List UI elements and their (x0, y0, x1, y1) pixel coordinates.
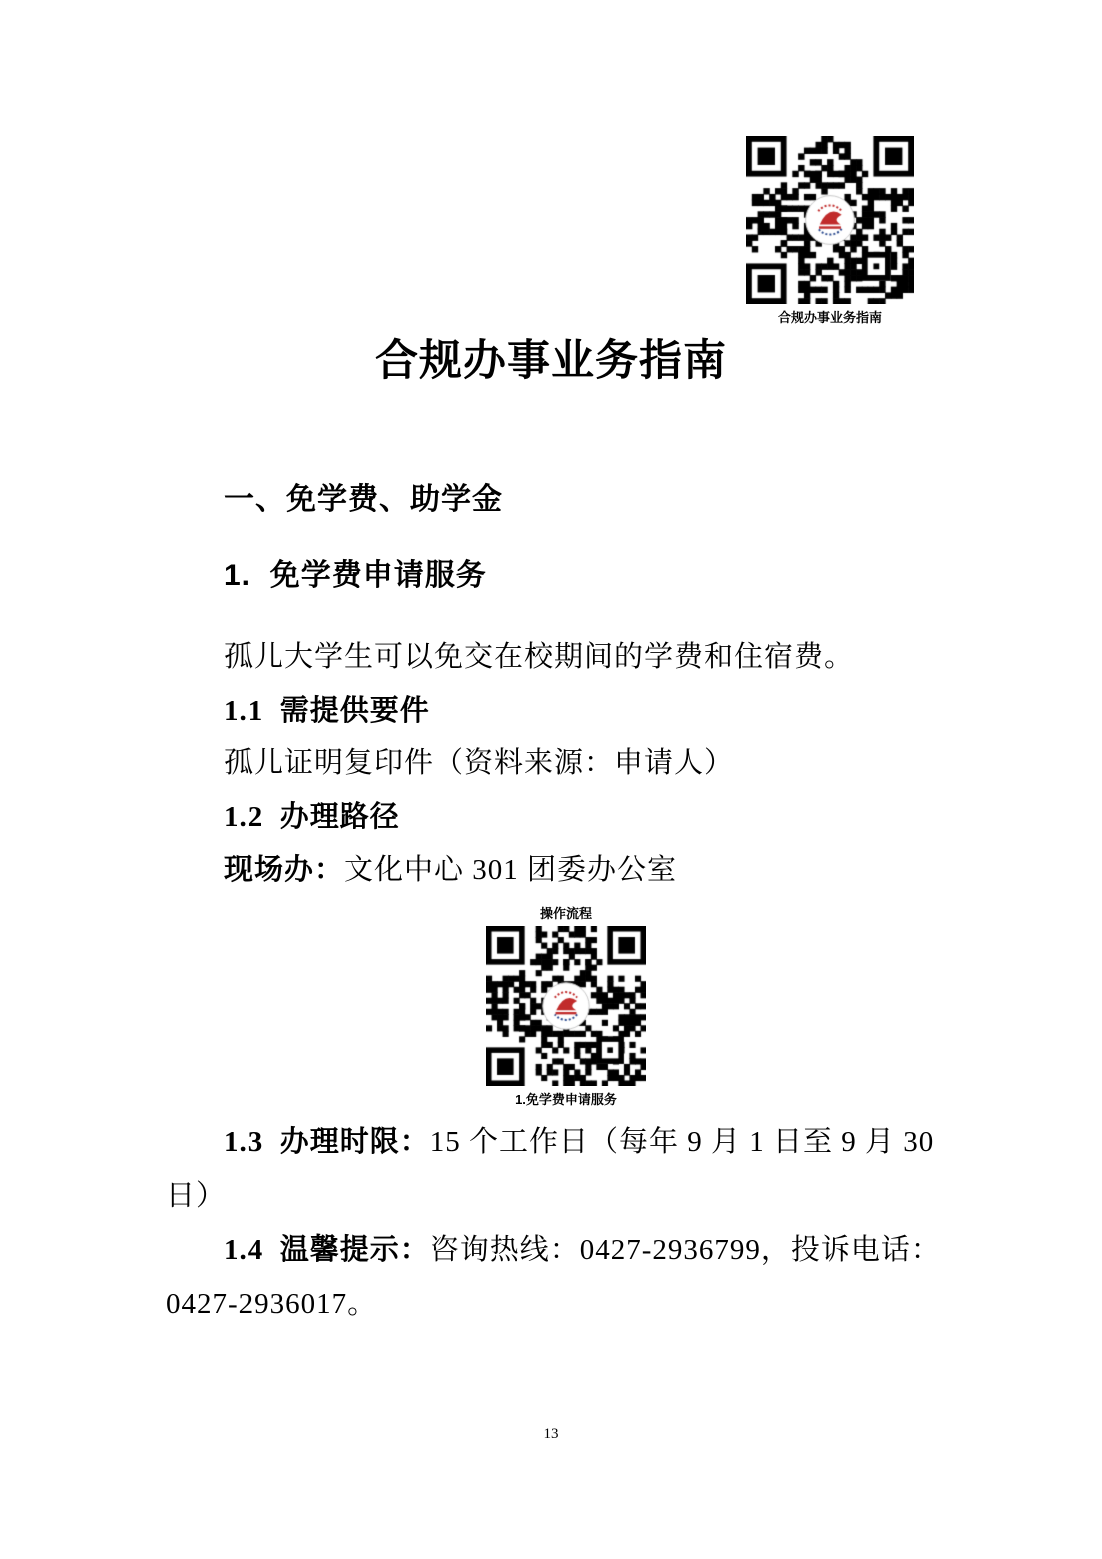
paragraph-1-4-continuation: 0427-2936017。 (166, 1288, 378, 1320)
paragraph-1-1-text: 孤儿证明复印件（资料来源：申请人） (224, 747, 735, 779)
qr-caption-operation-flow: 操作流程 (539, 906, 592, 921)
qr-code-flow-image (486, 926, 646, 1086)
onsite-label: 现场办： (224, 854, 345, 886)
paragraph-1-1-title: 1.1 需提供要件 (224, 695, 430, 727)
deadline-text: 15 个工作日（每年 9 月 1 日至 9 月 30 (429, 1126, 935, 1158)
page-number: 13 (543, 1426, 559, 1442)
paragraph-1-4 (224, 1234, 941, 1267)
onsite-location: 文化中心 301 团委办公室 (344, 854, 678, 886)
tips-label: 1.4 温馨提示： (224, 1234, 430, 1266)
paragraph-1-3 (224, 1126, 934, 1159)
paragraph-1-2-title: 1.2 办理路径 (224, 801, 400, 833)
qr-caption-tuition-service: 1.免学费申请服务 (515, 1092, 617, 1107)
qr-caption-guide: 合规办事业务指南 (777, 310, 882, 325)
section-heading: 一、免学费、助学金 (224, 483, 503, 516)
subsection-heading: 1. 免学费申请服务 (224, 559, 487, 592)
qr-code-guide-image (746, 136, 914, 304)
qr-block-guide (746, 136, 914, 326)
tips-text: 咨询热线：0427-2936799，投诉电话： (429, 1234, 941, 1266)
paragraph-1-2-text (224, 854, 677, 887)
page-title: 合规办事业务指南 (375, 338, 727, 385)
paragraph-1-3-continuation: 日） (166, 1180, 227, 1212)
qr-block-flow (486, 903, 646, 1108)
deadline-label: 1.3 办理时限： (224, 1126, 430, 1158)
paragraph-intro: 孤儿大学生可以免交在校期间的学费和住宿费。 (224, 641, 855, 673)
